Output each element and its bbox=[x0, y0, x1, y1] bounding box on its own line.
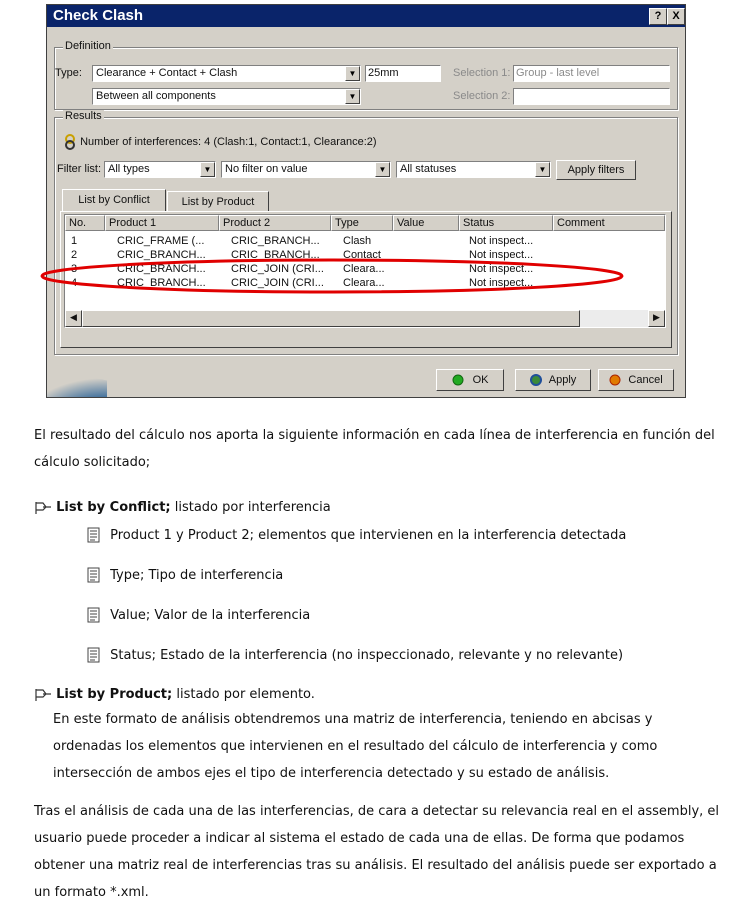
interferences-count: Number of interferences: 4 (Clash:1, Contact:1, Clearance:2) bbox=[80, 135, 377, 148]
list-item bbox=[86, 527, 626, 543]
chevron-down-icon[interactable]: ▼ bbox=[200, 162, 215, 177]
dialog-titlebar bbox=[47, 5, 685, 27]
filter-type-value: All types bbox=[108, 163, 150, 175]
mode-combo[interactable] bbox=[92, 88, 361, 105]
intro-paragraph: El resultado del cálculo nos aporta la siguiente información en cada línea de interferencia en función del cálculo solicitado; bbox=[34, 428, 715, 470]
type-label: Type: bbox=[55, 67, 82, 79]
list-by-product-heading bbox=[34, 687, 315, 702]
flag-arrow-icon bbox=[34, 688, 52, 702]
ok-icon bbox=[452, 374, 464, 386]
cell-product1: CRIC_BRANCH... bbox=[117, 263, 206, 275]
cancel-icon bbox=[609, 374, 621, 386]
cell-no: 4 bbox=[71, 277, 78, 289]
clearance-field[interactable]: 25mm bbox=[365, 65, 441, 82]
cell-status: Not inspect... bbox=[469, 263, 534, 275]
cell-status: Not inspect... bbox=[469, 277, 534, 289]
cell-type: Clash bbox=[343, 235, 372, 247]
filter-status-combo[interactable] bbox=[396, 161, 551, 178]
cell-type: Cleara... bbox=[343, 263, 385, 275]
flag-arrow-icon bbox=[34, 501, 52, 515]
chevron-down-icon[interactable]: ▼ bbox=[345, 89, 360, 104]
definition-label: Definition bbox=[65, 40, 111, 52]
cell-type: Cleara... bbox=[343, 277, 385, 289]
selection1-field[interactable]: Group - last level bbox=[513, 65, 670, 82]
chevron-down-icon[interactable]: ▼ bbox=[535, 162, 550, 177]
cancel-label: Cancel bbox=[628, 374, 663, 386]
tab-list-by-conflict[interactable]: List by Conflict bbox=[62, 189, 166, 211]
cell-product1: CRIC_FRAME (... bbox=[117, 235, 205, 247]
help-button[interactable]: ? bbox=[649, 8, 667, 25]
cancel-button[interactable] bbox=[598, 369, 674, 391]
product-title: List by Product; bbox=[56, 687, 173, 702]
catia-logo-icon bbox=[47, 364, 107, 397]
col-header-status[interactable]: Status bbox=[459, 215, 553, 231]
close-button[interactable]: X bbox=[667, 8, 685, 25]
cell-product2: CRIC_JOIN (CRI... bbox=[231, 277, 324, 289]
scroll-right-icon[interactable]: ▶ bbox=[648, 310, 665, 327]
document-icon bbox=[86, 567, 102, 583]
filter-label: Filter list: bbox=[57, 163, 101, 175]
list-item-text: Value; Valor de la interferencia bbox=[110, 607, 311, 623]
tab-list-by-product[interactable]: List by Product bbox=[167, 191, 269, 211]
cell-status: Not inspect... bbox=[469, 249, 534, 261]
scroll-left-icon[interactable]: ◀ bbox=[65, 310, 82, 327]
conflict-desc: listado por interferencia bbox=[170, 500, 331, 515]
selection2-field[interactable] bbox=[513, 88, 670, 105]
col-header-comment[interactable]: Comment bbox=[553, 215, 665, 231]
chevron-down-icon[interactable]: ▼ bbox=[375, 162, 390, 177]
cell-product2: CRIC_JOIN (CRI... bbox=[231, 263, 324, 275]
results-label: Results bbox=[65, 110, 102, 122]
highlight-ellipse bbox=[36, 255, 628, 297]
scrollbar-thumb[interactable] bbox=[82, 310, 580, 327]
selection2-label: Selection 2: bbox=[453, 90, 511, 102]
product-paragraph: En este formato de análisis obtendremos una matriz de interferencia, teniendo en abcisas y ordenadas los elementos que intervienen en el resultado del cálculo de interferencia y como intersección de ambos ejes el tipo de interferencia detectado y su estado de análisis. bbox=[53, 712, 658, 781]
col-header-no[interactable]: No. bbox=[65, 215, 105, 231]
filter-type-combo[interactable] bbox=[104, 161, 216, 178]
cell-no: 1 bbox=[71, 235, 78, 247]
document-icon bbox=[86, 527, 102, 543]
cell-product2: CRIC_BRANCH... bbox=[231, 249, 320, 261]
chevron-down-icon[interactable]: ▼ bbox=[345, 66, 360, 81]
ok-label: OK bbox=[472, 374, 489, 386]
cell-product1: CRIC_BRANCH... bbox=[117, 249, 206, 261]
apply-button[interactable] bbox=[515, 369, 591, 391]
col-header-product1[interactable]: Product 1 bbox=[105, 215, 219, 231]
apply-filters-button[interactable]: Apply filters bbox=[556, 160, 636, 180]
interferences-row bbox=[63, 134, 377, 150]
col-header-value[interactable]: Value bbox=[393, 215, 459, 231]
list-item-text: Status; Estado de la interferencia (no inspeccionado, relevante y no relevante) bbox=[110, 647, 624, 663]
list-by-conflict-heading bbox=[34, 500, 331, 515]
ok-button[interactable] bbox=[436, 369, 504, 391]
selection1-label: Selection 1: bbox=[453, 67, 511, 79]
final-paragraph: Tras el análisis de cada una de las interferencias, de cara a detectar su relevancia real en el assembly, el usuario puede proceder a indicar al sistema el estado de cada una de ellas. De forma que podamos obtener una matriz real de interferencias tras su análisis. El resultado del análisis puede ser exportado a un formato *.xml. bbox=[34, 804, 720, 900]
cell-product1: CRIC_BRANCH... bbox=[117, 277, 206, 289]
list-item-text: Type; Tipo de interferencia bbox=[110, 567, 284, 583]
filter-status-value: All statuses bbox=[400, 163, 457, 175]
filter-value-combo[interactable] bbox=[221, 161, 391, 178]
cell-type: Contact bbox=[343, 249, 381, 261]
conflict-title: List by Conflict; bbox=[56, 500, 171, 515]
interference-icon bbox=[63, 134, 77, 150]
cell-product2: CRIC_BRANCH... bbox=[231, 235, 320, 247]
product-desc: listado por elemento. bbox=[172, 687, 315, 702]
type-combo[interactable] bbox=[92, 65, 361, 82]
mode-value: Between all components bbox=[96, 90, 216, 102]
check-clash-dialog bbox=[46, 4, 686, 398]
apply-label: Apply bbox=[548, 374, 577, 386]
list-item-text: Product 1 y Product 2; elementos que intervienen en la interferencia detectada bbox=[110, 527, 627, 543]
col-header-type[interactable]: Type bbox=[331, 215, 393, 231]
cell-no: 3 bbox=[71, 263, 78, 275]
type-value: Clearance + Contact + Clash bbox=[96, 67, 238, 79]
col-header-product2[interactable]: Product 2 bbox=[219, 215, 331, 231]
list-item bbox=[86, 607, 310, 623]
horizontal-scrollbar[interactable] bbox=[65, 310, 665, 327]
document-icon bbox=[86, 647, 102, 663]
cell-status: Not inspect... bbox=[469, 235, 534, 247]
document-icon bbox=[86, 607, 102, 623]
dialog-title: Check Clash bbox=[53, 7, 144, 24]
table-row[interactable] bbox=[65, 235, 665, 248]
filter-value-value: No filter on value bbox=[225, 163, 308, 175]
list-item bbox=[86, 647, 623, 663]
list-item bbox=[86, 567, 283, 583]
cell-no: 2 bbox=[71, 249, 78, 261]
apply-icon bbox=[530, 374, 542, 386]
